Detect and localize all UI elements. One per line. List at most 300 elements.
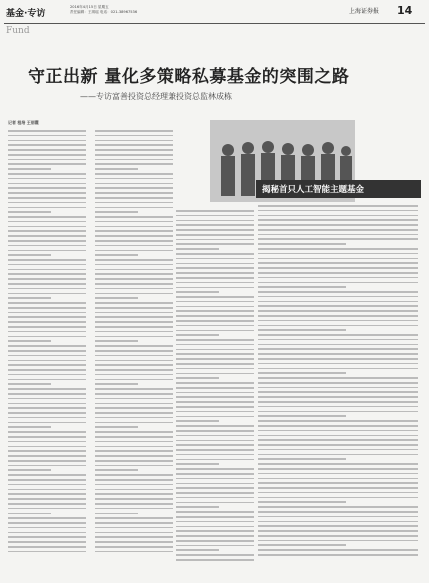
text-line bbox=[8, 140, 86, 142]
text-line bbox=[176, 339, 254, 341]
text-line bbox=[8, 551, 86, 553]
text-line bbox=[8, 259, 86, 261]
text-line bbox=[8, 264, 86, 266]
text-line bbox=[8, 484, 86, 486]
text-line bbox=[176, 463, 219, 465]
text-line bbox=[8, 163, 86, 165]
text-line bbox=[95, 436, 173, 438]
text-line bbox=[258, 344, 418, 346]
text-line bbox=[8, 312, 86, 314]
text-line bbox=[258, 329, 346, 331]
text-line bbox=[176, 497, 254, 499]
text-line bbox=[95, 517, 173, 519]
text-line bbox=[258, 396, 418, 398]
text-line bbox=[8, 532, 86, 534]
text-line bbox=[176, 320, 254, 322]
text-line bbox=[95, 269, 173, 271]
text-line bbox=[8, 412, 86, 414]
header-meta bbox=[70, 5, 137, 15]
text-line bbox=[258, 449, 418, 451]
text-line bbox=[8, 168, 51, 170]
text-line bbox=[95, 493, 173, 495]
text-line bbox=[258, 411, 418, 413]
text-line bbox=[8, 474, 86, 476]
text-line bbox=[176, 516, 254, 518]
text-line bbox=[8, 536, 86, 538]
text-line bbox=[176, 454, 254, 456]
text-line bbox=[8, 360, 86, 362]
text-line bbox=[176, 363, 254, 365]
text-line bbox=[8, 207, 86, 209]
text-line bbox=[258, 205, 418, 207]
text-line bbox=[8, 159, 86, 161]
text-line bbox=[258, 348, 418, 350]
text-line bbox=[176, 483, 254, 485]
text-line bbox=[8, 355, 86, 357]
text-line bbox=[176, 449, 254, 451]
text-line bbox=[176, 282, 254, 284]
text-line bbox=[258, 420, 418, 422]
text-line bbox=[95, 441, 173, 443]
text-line bbox=[258, 387, 418, 389]
text-line bbox=[176, 287, 254, 289]
text-line bbox=[258, 339, 418, 341]
text-line bbox=[258, 401, 418, 403]
text-line bbox=[258, 525, 418, 527]
text-line bbox=[258, 310, 418, 312]
text-line bbox=[8, 211, 51, 213]
text-line bbox=[176, 258, 254, 260]
text-line bbox=[8, 240, 86, 242]
body-column-1 bbox=[8, 120, 88, 130]
text-line bbox=[8, 144, 86, 146]
text-line bbox=[95, 216, 173, 218]
text-line bbox=[176, 468, 254, 470]
text-line bbox=[8, 216, 86, 218]
body-text-col-3 bbox=[176, 210, 254, 564]
text-line bbox=[8, 498, 86, 500]
text-line bbox=[176, 492, 254, 494]
text-line bbox=[258, 473, 418, 475]
text-line bbox=[258, 506, 418, 508]
text-line bbox=[258, 478, 418, 480]
text-line bbox=[95, 379, 173, 381]
text-line bbox=[95, 235, 173, 237]
text-line bbox=[258, 243, 346, 245]
text-line bbox=[176, 521, 254, 523]
text-line bbox=[176, 234, 254, 236]
text-line bbox=[258, 262, 418, 264]
text-line bbox=[95, 211, 138, 213]
text-line bbox=[8, 273, 86, 275]
text-line bbox=[176, 444, 254, 446]
text-line bbox=[95, 383, 138, 385]
text-line bbox=[258, 253, 418, 255]
text-line bbox=[8, 235, 86, 237]
text-line bbox=[95, 273, 173, 275]
text-line bbox=[258, 382, 418, 384]
text-line bbox=[176, 310, 254, 312]
date-line: 2016年4月15日 星期五 bbox=[70, 5, 109, 9]
text-line bbox=[176, 220, 254, 222]
text-line bbox=[258, 439, 418, 441]
text-line bbox=[95, 240, 173, 242]
text-line bbox=[95, 230, 173, 232]
text-line bbox=[176, 253, 254, 255]
text-line bbox=[176, 291, 219, 293]
text-line bbox=[258, 435, 418, 437]
text-line bbox=[176, 272, 254, 274]
column-tag: Fund bbox=[6, 26, 30, 36]
text-line bbox=[258, 454, 418, 456]
text-line bbox=[176, 306, 254, 308]
text-line bbox=[8, 283, 86, 285]
text-line bbox=[258, 511, 418, 513]
text-line bbox=[176, 502, 254, 504]
text-line bbox=[176, 248, 219, 250]
text-line bbox=[258, 272, 418, 274]
text-line bbox=[8, 436, 86, 438]
text-line bbox=[176, 478, 254, 480]
text-line bbox=[176, 511, 254, 513]
text-line bbox=[176, 239, 254, 241]
text-line bbox=[176, 411, 254, 413]
text-line bbox=[176, 215, 254, 217]
text-line bbox=[8, 379, 86, 381]
text-line bbox=[8, 527, 86, 529]
text-line bbox=[8, 297, 51, 299]
text-line bbox=[176, 554, 254, 556]
text-line bbox=[8, 183, 86, 185]
text-line bbox=[95, 173, 173, 175]
text-line bbox=[258, 492, 418, 494]
text-line bbox=[95, 163, 173, 165]
article-headline: 守正出新 量化多策略私募基金的突围之路 bbox=[28, 67, 350, 87]
text-line bbox=[176, 473, 254, 475]
text-line bbox=[95, 207, 173, 209]
text-line bbox=[258, 468, 418, 470]
text-line bbox=[8, 187, 86, 189]
text-line bbox=[258, 535, 418, 537]
text-line bbox=[95, 422, 173, 424]
text-line bbox=[95, 264, 173, 266]
text-line bbox=[258, 497, 418, 499]
text-line bbox=[95, 345, 173, 347]
text-line bbox=[95, 527, 173, 529]
text-line bbox=[258, 368, 418, 370]
text-line bbox=[258, 544, 346, 546]
text-line bbox=[8, 398, 86, 400]
text-line bbox=[95, 374, 173, 376]
text-line bbox=[176, 545, 254, 547]
text-line bbox=[95, 513, 138, 515]
text-line bbox=[258, 291, 418, 293]
text-line bbox=[176, 435, 254, 437]
text-line bbox=[95, 336, 173, 338]
text-line bbox=[95, 144, 173, 146]
text-line bbox=[8, 245, 86, 247]
text-line bbox=[258, 425, 418, 427]
text-line bbox=[8, 393, 86, 395]
text-line bbox=[258, 458, 346, 460]
text-line bbox=[258, 234, 418, 236]
text-line bbox=[8, 388, 86, 390]
text-line bbox=[95, 197, 173, 199]
text-line bbox=[8, 173, 86, 175]
text-line bbox=[258, 315, 418, 317]
text-line bbox=[8, 192, 86, 194]
text-line bbox=[95, 302, 173, 304]
text-line bbox=[258, 501, 346, 503]
text-line bbox=[176, 277, 254, 279]
text-line bbox=[176, 420, 219, 422]
text-line bbox=[95, 465, 173, 467]
text-line bbox=[95, 455, 173, 457]
text-line bbox=[258, 391, 418, 393]
text-line bbox=[95, 288, 173, 290]
text-line bbox=[8, 321, 86, 323]
text-line bbox=[95, 321, 173, 323]
text-line bbox=[258, 224, 418, 226]
text-line bbox=[8, 469, 51, 471]
text-line bbox=[258, 406, 418, 408]
text-line bbox=[176, 406, 254, 408]
text-line bbox=[95, 546, 173, 548]
text-line bbox=[95, 364, 173, 366]
text-line bbox=[176, 330, 254, 332]
text-line bbox=[8, 479, 86, 481]
text-line bbox=[258, 358, 418, 360]
text-line bbox=[8, 508, 86, 510]
text-line bbox=[258, 530, 418, 532]
text-line bbox=[95, 503, 173, 505]
text-line bbox=[8, 254, 51, 256]
text-line bbox=[258, 487, 418, 489]
text-line bbox=[95, 393, 173, 395]
text-line bbox=[176, 344, 254, 346]
text-line bbox=[8, 541, 86, 543]
text-line bbox=[8, 178, 86, 180]
text-line bbox=[95, 360, 173, 362]
text-line bbox=[95, 350, 173, 352]
text-line bbox=[176, 315, 254, 317]
text-line bbox=[258, 282, 418, 284]
text-line bbox=[8, 513, 51, 515]
text-line bbox=[176, 416, 254, 418]
body-text-col-1 bbox=[8, 130, 86, 556]
text-line bbox=[8, 340, 51, 342]
text-line bbox=[95, 135, 173, 137]
text-line bbox=[176, 353, 254, 355]
text-line bbox=[176, 368, 254, 370]
text-line bbox=[8, 350, 86, 352]
text-line bbox=[95, 159, 173, 161]
text-line bbox=[8, 446, 86, 448]
text-line bbox=[258, 296, 418, 298]
text-line bbox=[8, 302, 86, 304]
text-line bbox=[176, 377, 219, 379]
text-line bbox=[95, 140, 173, 142]
text-line bbox=[95, 355, 173, 357]
text-line bbox=[8, 278, 86, 280]
text-line bbox=[95, 297, 138, 299]
text-line bbox=[8, 345, 86, 347]
text-line bbox=[176, 296, 254, 298]
newspaper-logo: 上海证券报 bbox=[349, 8, 380, 15]
text-line bbox=[258, 267, 418, 269]
text-line bbox=[8, 154, 86, 156]
text-line bbox=[8, 326, 86, 328]
text-line bbox=[8, 230, 86, 232]
text-line bbox=[95, 183, 173, 185]
text-line bbox=[258, 334, 418, 336]
text-line bbox=[8, 316, 86, 318]
text-line bbox=[8, 417, 86, 419]
text-line bbox=[258, 248, 418, 250]
text-line bbox=[8, 455, 86, 457]
text-line bbox=[8, 460, 86, 462]
text-line bbox=[95, 417, 173, 419]
text-line bbox=[95, 508, 173, 510]
text-line bbox=[176, 401, 254, 403]
text-line bbox=[95, 221, 173, 223]
text-line bbox=[176, 325, 254, 327]
text-line bbox=[176, 301, 254, 303]
text-line bbox=[258, 516, 418, 518]
text-line bbox=[8, 369, 86, 371]
text-line bbox=[95, 522, 173, 524]
text-line bbox=[258, 463, 418, 465]
text-line bbox=[8, 336, 86, 338]
text-line bbox=[8, 374, 86, 376]
text-line bbox=[95, 469, 138, 471]
text-line bbox=[8, 493, 86, 495]
text-line bbox=[8, 426, 51, 428]
text-line bbox=[258, 415, 346, 417]
text-line bbox=[176, 425, 254, 427]
text-line bbox=[258, 215, 418, 217]
header-rule bbox=[4, 23, 425, 24]
text-line bbox=[95, 226, 173, 228]
text-line bbox=[8, 293, 86, 295]
text-line bbox=[95, 187, 173, 189]
text-line bbox=[95, 541, 173, 543]
text-line bbox=[176, 440, 254, 442]
text-line bbox=[8, 250, 86, 252]
text-line bbox=[8, 431, 86, 433]
text-line bbox=[258, 372, 346, 374]
text-line bbox=[95, 398, 173, 400]
text-line bbox=[258, 377, 418, 379]
text-line bbox=[258, 301, 418, 303]
text-line bbox=[176, 387, 254, 389]
text-line bbox=[8, 489, 86, 491]
text-line bbox=[8, 226, 86, 228]
editor-line: 责任编辑：王琪瑶 电话：021-38967536 bbox=[70, 10, 138, 14]
text-line bbox=[95, 536, 173, 538]
text-line bbox=[8, 307, 86, 309]
text-line bbox=[176, 243, 254, 245]
text-line bbox=[95, 426, 138, 428]
text-line bbox=[95, 254, 138, 256]
text-line bbox=[95, 460, 173, 462]
text-line bbox=[176, 382, 254, 384]
text-line bbox=[95, 259, 173, 261]
text-line bbox=[95, 245, 173, 247]
text-line bbox=[95, 403, 173, 405]
text-line bbox=[176, 430, 254, 432]
text-line bbox=[176, 267, 254, 269]
text-line bbox=[258, 320, 418, 322]
text-line bbox=[95, 293, 173, 295]
byline: 记者 程培 王丽霞 bbox=[8, 120, 39, 125]
text-line bbox=[8, 403, 86, 405]
text-line bbox=[8, 383, 51, 385]
text-line bbox=[176, 229, 254, 231]
text-line bbox=[176, 358, 254, 360]
sidebar-body bbox=[258, 205, 418, 559]
text-line bbox=[176, 459, 254, 461]
text-line bbox=[176, 263, 254, 265]
text-line bbox=[258, 353, 418, 355]
text-line bbox=[258, 277, 418, 279]
text-line bbox=[8, 503, 86, 505]
text-line bbox=[95, 149, 173, 151]
text-line bbox=[95, 283, 173, 285]
text-line bbox=[95, 388, 173, 390]
text-line bbox=[95, 130, 173, 132]
text-line bbox=[95, 551, 173, 553]
text-line bbox=[8, 407, 86, 409]
text-line bbox=[258, 549, 418, 551]
text-line bbox=[258, 305, 418, 307]
text-line bbox=[8, 517, 86, 519]
text-line bbox=[95, 412, 173, 414]
text-line bbox=[8, 149, 86, 151]
text-line bbox=[176, 392, 254, 394]
text-line bbox=[8, 221, 86, 223]
sidebar-title: 揭秘首只人工智能主题基金 bbox=[256, 180, 421, 198]
text-line bbox=[95, 331, 173, 333]
text-line bbox=[8, 197, 86, 199]
text-line bbox=[8, 522, 86, 524]
text-line bbox=[8, 546, 86, 548]
text-line bbox=[95, 307, 173, 309]
text-line bbox=[95, 178, 173, 180]
text-line bbox=[258, 482, 418, 484]
text-line bbox=[176, 334, 219, 336]
text-line bbox=[95, 489, 173, 491]
text-line bbox=[258, 444, 418, 446]
text-line bbox=[95, 484, 173, 486]
text-line bbox=[95, 479, 173, 481]
text-line bbox=[95, 278, 173, 280]
text-line bbox=[8, 130, 86, 132]
text-line bbox=[258, 238, 418, 240]
text-line bbox=[176, 224, 254, 226]
text-line bbox=[176, 559, 254, 561]
text-line bbox=[258, 363, 418, 365]
text-line bbox=[8, 465, 86, 467]
page-number: 14 bbox=[397, 4, 413, 17]
section-title: 基金·专访 bbox=[6, 9, 46, 19]
text-line bbox=[8, 288, 86, 290]
text-line bbox=[258, 219, 418, 221]
text-line bbox=[95, 312, 173, 314]
text-line bbox=[176, 535, 254, 537]
text-line bbox=[176, 530, 254, 532]
text-line bbox=[8, 364, 86, 366]
